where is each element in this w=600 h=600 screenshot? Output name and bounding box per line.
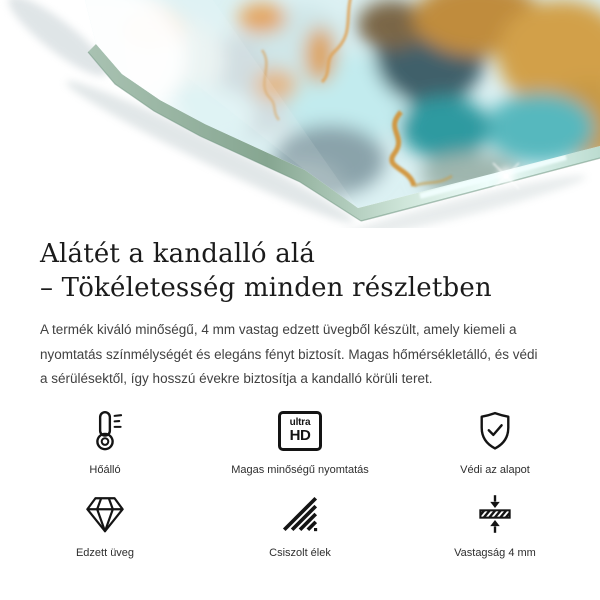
feature-label: Edzett üveg bbox=[75, 546, 135, 559]
feature-label: Hőálló bbox=[89, 463, 121, 476]
feature-thickness bbox=[398, 492, 593, 559]
shield-check-icon bbox=[473, 409, 517, 453]
ultra-hd-icon-text-top: ultra bbox=[289, 417, 311, 428]
feature-protects-base bbox=[398, 409, 593, 476]
content-area bbox=[0, 237, 600, 559]
page-title bbox=[40, 237, 560, 305]
hero-image-area bbox=[0, 0, 600, 228]
page-title-line1: Alátét a kandalló alá bbox=[40, 239, 316, 269]
thermometer-icon bbox=[83, 409, 127, 453]
feature-tempered-glass bbox=[8, 492, 203, 559]
feature-label: Magas minőségű nyomtatás bbox=[231, 463, 369, 476]
feature-heat-resistant bbox=[8, 409, 203, 476]
diamond-icon bbox=[82, 492, 128, 536]
feature-print-quality bbox=[203, 409, 398, 476]
polished-edge-icon bbox=[279, 492, 321, 536]
features-grid bbox=[40, 409, 560, 559]
feature-label: Védi az alapot bbox=[460, 463, 530, 476]
ultra-hd-icon-text-bottom: HD bbox=[289, 427, 311, 444]
page-title-line2: – Tökéletesség minden részletben bbox=[40, 273, 492, 303]
feature-polished-edges bbox=[203, 492, 398, 559]
ultra-hd-icon bbox=[278, 409, 322, 453]
thickness-icon bbox=[473, 492, 517, 536]
product-image bbox=[0, 0, 600, 228]
product-description-text: A termék kiváló minőségű, 4 mm vastag edzett üvegből készült, amely kiemeli a nyomtatás színmélységét és elegáns fényt biztosít. Magas hőmérsékletálló, és védi a sérülésektől, így hosszú évekre biztosítja a kandalló körüli teret. bbox=[40, 322, 538, 386]
feature-label: Vastagság 4 mm bbox=[454, 546, 536, 559]
feature-label: Csiszolt élek bbox=[269, 546, 331, 559]
